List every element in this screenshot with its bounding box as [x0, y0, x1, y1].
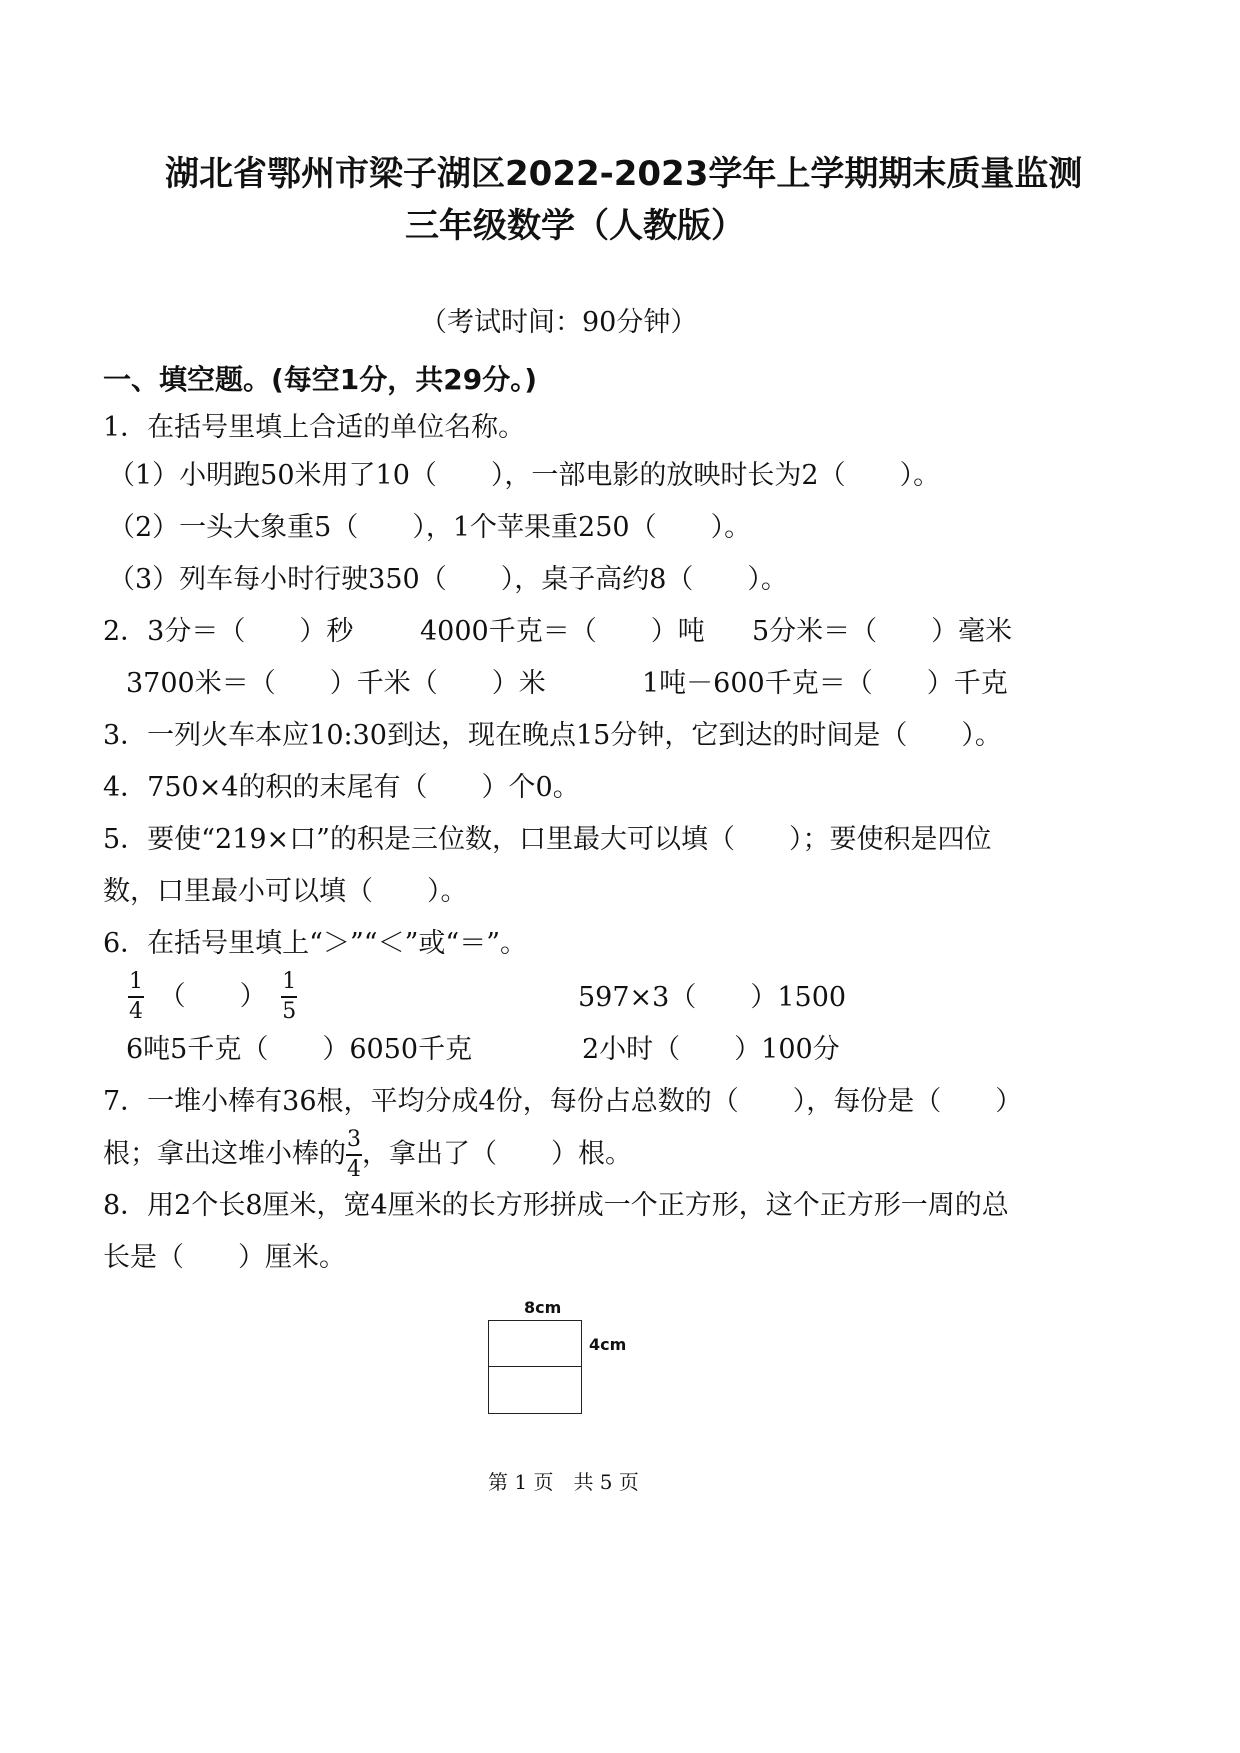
question-2-a: 2．3分＝（ ）秒: [103, 616, 354, 647]
title-line-2: 三年级数学（人教版）: [405, 206, 745, 246]
fraction-numerator: 1: [282, 969, 297, 994]
question-6-c: 6吨5千克（ ）6050千克: [126, 1034, 473, 1065]
rectangle-divider: [489, 1366, 581, 1367]
fraction-numerator: 1: [129, 969, 143, 994]
question-8-line-1: 8．用2个长8厘米，宽4厘米的长方形拼成一个正方形，这个正方形一周的总: [103, 1190, 1009, 1221]
question-5-line-2: 数，口里最小可以填（ ）。: [103, 876, 468, 907]
question-1-part-2: （2）一头大象重5（ ），1个苹果重250（ ）。: [108, 512, 752, 543]
question-2-e: 1吨－600千克＝（ ）千克: [642, 668, 1008, 699]
question-2-d: 3700米＝（ ）千米（ ）米: [126, 668, 546, 699]
question-2-c: 5分米＝（ ）毫米: [752, 616, 1013, 647]
page-footer: 第 1 页 共 5 页: [488, 1470, 639, 1494]
fraction-one-fifth: [281, 970, 297, 1024]
diagram-width-label: 8cm: [524, 1298, 562, 1317]
fraction-three-quarters: [346, 1128, 362, 1182]
question-3: 3．一列火车本应10:30到达，现在晚点15分钟，它到达的时间是（ ）。: [103, 720, 1002, 751]
question-4: 4．750×4的积的末尾有（ ）个0。: [103, 772, 580, 803]
fraction-denominator: 4: [129, 999, 143, 1024]
rectangles-diagram: [488, 1320, 582, 1414]
question-8-line-2: 长是（ ）厘米。: [103, 1242, 346, 1273]
question-7-text-b: ，拿出了（ ）根。: [362, 1138, 632, 1170]
question-7-line-1: 7．一堆小棒有36根，平均分成4份，每份占总数的（ ），每份是（ ）: [103, 1086, 1023, 1117]
fraction-denominator: 5: [282, 999, 297, 1024]
question-6-a: [128, 970, 297, 1024]
fraction-numerator: 3: [347, 1127, 361, 1152]
fraction-one-quarter: [128, 970, 144, 1024]
title-line-1: 湖北省鄂州市梁子湖区2022-2023学年上学期期末质量监测: [165, 154, 1083, 194]
question-2-b: 4000千克＝（ ）吨: [420, 616, 705, 647]
section-heading-1: 一、填空题。(每空1分，共29分。): [103, 363, 538, 396]
question-5-line-1: 5．要使“219×口”的积是三位数，口里最大可以填（ ）；要使积是四位: [103, 824, 992, 855]
exam-time: （考试时间：90分钟）: [420, 307, 698, 338]
question-6-stem: 6．在括号里填上“＞”“＜”或“＝”。: [103, 928, 527, 959]
comparison-blank: （ ）: [158, 980, 267, 1012]
question-6-d: 2小时（ ）100分: [582, 1034, 840, 1065]
question-1-part-1: （1）小明跑50米用了10（ ），一部电影的放映时长为2（ ）。: [108, 460, 941, 491]
question-1-part-3: （3）列车每小时行驶350（ ），桌子高约8（ ）。: [108, 564, 788, 595]
fraction-denominator: 4: [347, 1157, 361, 1182]
question-6-b: 597×3（ ）1500: [578, 982, 847, 1013]
question-7-text-a: 根；拿出这堆小棒的: [103, 1138, 346, 1170]
question-7-line-2: [103, 1128, 632, 1182]
diagram-height-label: 4cm: [589, 1335, 627, 1354]
question-1-stem: 1．在括号里填上合适的单位名称。: [103, 412, 526, 443]
